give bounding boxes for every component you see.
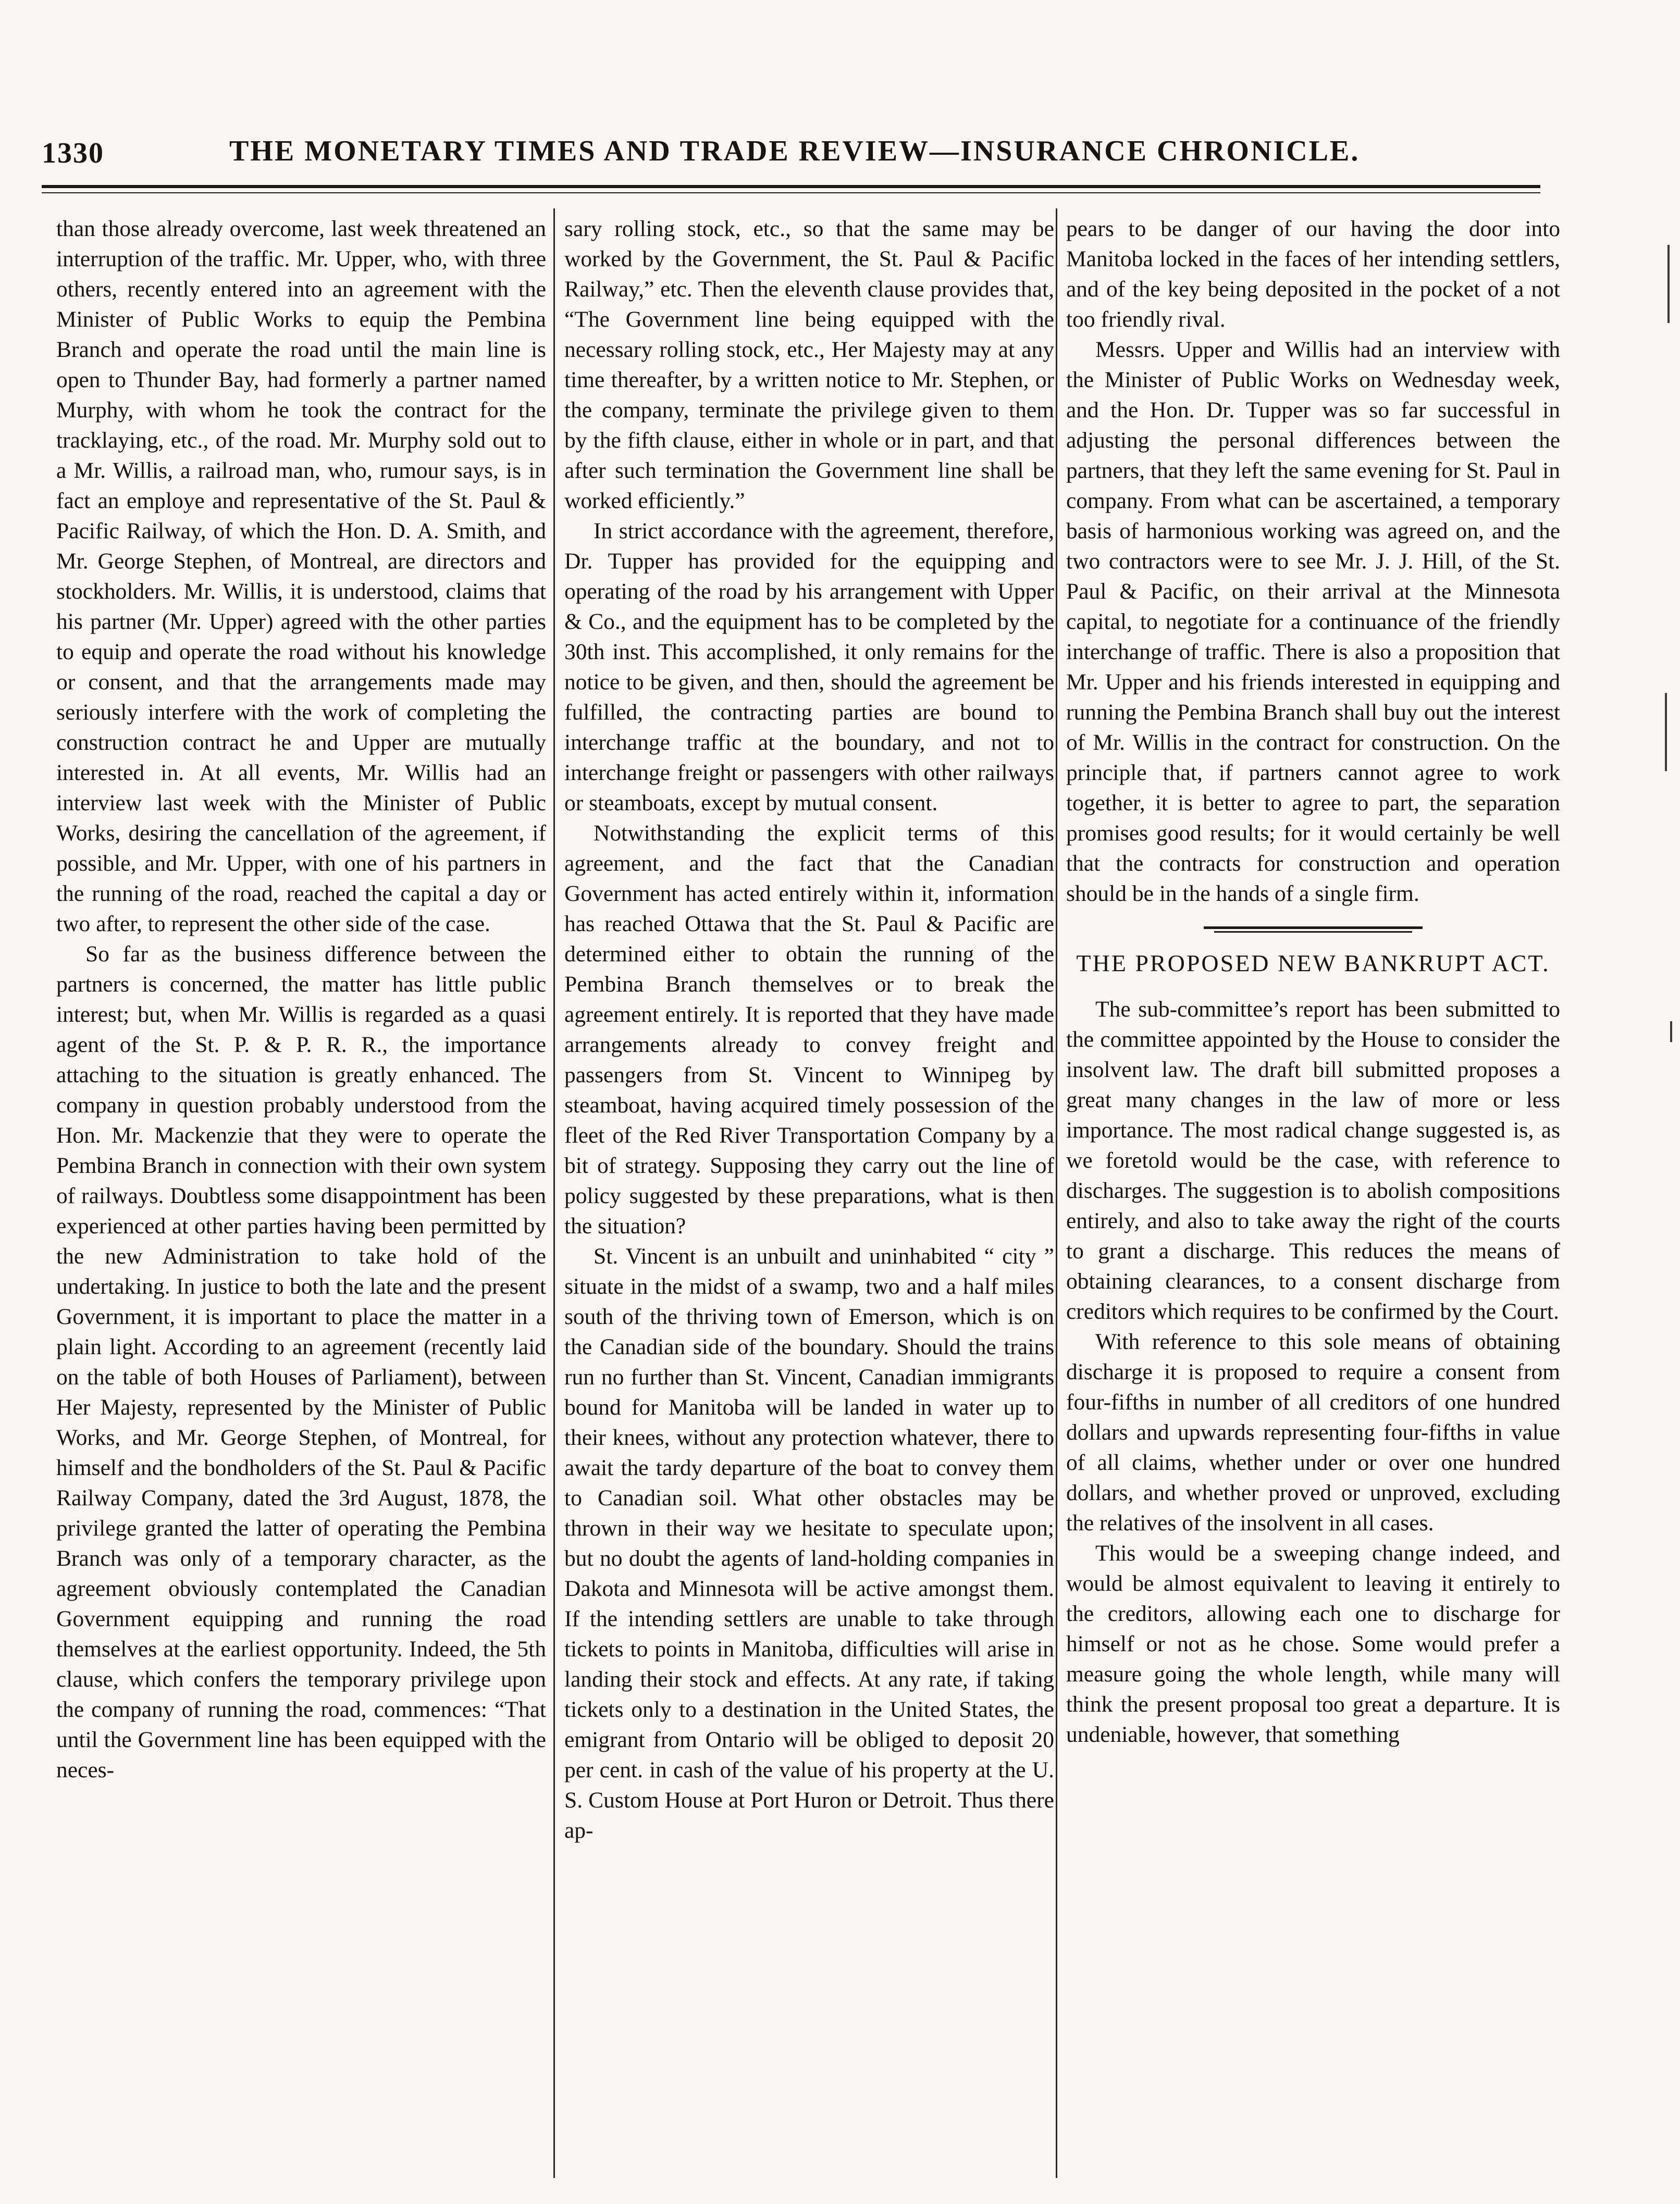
column-1 xyxy=(56,214,546,2183)
paragraph: With reference to this sole means of obtaining discharge it is proposed to require a consent from four-fifths in number of all creditors of one hundred dollars and upwards representing four-fifths in value of all claims, whether under or over one hundred dollars, and whether proved or unproved, excluding the relatives of the insolvent in all cases. xyxy=(1066,1329,1560,1536)
paragraph: St. Vincent is an unbuilt and uninhabited “ city ” situate in the midst of a swamp, two and a half miles south of the thriving town of Emerson, which is on the Canadian side of the boundary. Should the trains run no further than St. Vincent, Canadian immigrants bound for Manitoba will be landed in water up to their knees, without any protection whatever, there to await the tardy departure of the boat to convey them to Canadian soil. What other obstacles may be thrown in their way we hesitate to speculate upon; but no doubt the agents of land-holding companies in Dakota and Minnesota will be active amongst them. If the intending settlers are unable to take through tickets to points in Manitoba, difficulties will arise in landing their stock and effects. At any rate, if taking tickets only to a destination in the United States, the emigrant from Ontario will be obliged to deposit 20 per cent. in cash of the value of his property at the U. S. Custom House at Port Huron or Detroit. Thus there ap- xyxy=(564,1244,1054,1843)
column-2 xyxy=(564,214,1054,2183)
header-rule-thin xyxy=(42,192,1540,193)
running-title: THE MONETARY TIMES AND TRADE REVIEW—INSURANCE CHRONICLE. xyxy=(229,135,1360,167)
paragraph: The sub-committee’s report has been submitted to the committee appointed by the House to consider the insolvent law. The draft bill submitted proposes a great many changes in the law of more or less importance. The most radical change suggested is, as we foretold would be the case, with reference to discharges. The suggestion is to abolish compositions entirely, and also to take away the right of the courts to grant a discharge. This reduces the means of obtaining clearances, to a consent discharge from creditors which requires to be confirmed by the Court. xyxy=(1066,997,1560,1324)
scan-margin-mark xyxy=(1670,1021,1672,1042)
header-rule xyxy=(42,185,1540,188)
section-divider-ornament xyxy=(1204,926,1423,934)
paragraph: pears to be danger of our having the door into Manitoba locked in the faces of her intending settlers, and of the key being deposited in the pocket of a not too friendly rival. xyxy=(1066,216,1560,332)
paragraph: Messrs. Upper and Willis had an interview with the Minister of Public Works on Wednesday week, and the Hon. Dr. Tupper was so far successful in adjusting the personal differences between the partners, that they left the same evening for St. Paul in company. From what can be ascertained, a temporary basis of harmonious working was agreed on, and the two contractors were to see Mr. J. J. Hill, of the St. Paul & Pacific, on their arrival at the Minnesota capital, to negotiate for a continuance of the friendly interchange of traffic. There is also a proposition that Mr. Upper and his friends interested in equipping and running the Pembina Branch shall buy out the interest of Mr. Willis in the contract for construction. On the principle that, if partners cannot agree to work together, it is better to agree to part, the separation promises good results; for it would certainly be well that the contracts for construction and operation should be in the hands of a single firm. xyxy=(1066,337,1560,906)
page-number: 1330 xyxy=(42,137,104,169)
paragraph: Notwithstanding the explicit terms of this agreement, and the fact that the Canadian Government has acted entirely within it, information has reached Ottawa that the St. Paul & Pacific are determined either to obtain the running of the Pembina Branch themselves or to break the agreement entirely. It is reported that they have made arrangements already to convey freight and passengers from St. Vincent to Winnipeg by steamboat, having acquired timely possession of the fleet of the Red River Transportation Company by a bit of strategy. Supposing they carry out the line of policy suggested by these preparations, what is then the situation? xyxy=(564,821,1054,1239)
column-divider xyxy=(1056,208,1057,2178)
section-heading: THE PROPOSED NEW BANKRUPT ACT. xyxy=(1076,950,1550,976)
column-divider xyxy=(553,208,555,2178)
scan-margin-mark xyxy=(1665,693,1667,771)
paragraph: In strict accordance with the agreement, therefore, Dr. Tupper has provided for the equipping and operating of the road by his arrangement with Upper & Co., and the equipment has to be completed by the 30th inst. This accomplished, it only remains for the notice to be given, and then, should the agreement be fulfilled, the contracting parties are bound to interchange traffic at the boundary, and not to interchange freight or passengers with other railways or steamboats, except by mutual consent. xyxy=(564,518,1054,815)
column-3 xyxy=(1066,214,1560,2183)
paragraph: sary rolling stock, etc., so that the same may be worked by the Government, the St. Paul & Pacific Railway,” etc. Then the eleventh clause provides that, “The Government line being equipped with the necessary rolling stock, etc., Her Majesty may at any time thereafter, by a written notice to Mr. Stephen, or the company, terminate the privilege given to them by the fifth clause, either in whole or in part, and that after such termination the Government line shall be worked efficiently.” xyxy=(564,216,1054,513)
paragraph: This would be a sweeping change indeed, and would be almost equivalent to leaving it entirely to the creditors, allowing each one to discharge for himself or not as he chose. Some would prefer a measure going the whole length, while many will think the present proposal too great a departure. It is undeniable, however, that something xyxy=(1066,1541,1560,1747)
paragraph: than those already overcome, last week threatened an interruption of the traffic. Mr. Upper, who, with three others, recently entered into an agreement with the Minister of Public Works to equip the Pembina Branch and operate the road until the main line is open to Thunder Bay, had formerly a partner named Murphy, with whom he took the contract for the tracklaying, etc., of the road. Mr. Murphy sold out to a Mr. Willis, a railroad man, who, rumour says, is in fact an employe and representative of the St. Paul & Pacific Railway, of which the Hon. D. A. Smith, and Mr. George Stephen, of Montreal, are directors and stockholders. Mr. Willis, it is understood, claims that his partner (Mr. Upper) agreed with the other parties to equip and operate the road without his knowledge or consent, and that the arrangements made may seriously interfere with the work of completing the construction contract he and Upper are mutually interested in. At all events, Mr. Willis had an interview last week with the Minister of Public Works, desiring the cancellation of the agreement, if possible, and Mr. Upper, with one of his partners in the running of the road, reached the capital a day or two after, to represent the other side of the case. xyxy=(56,216,546,936)
paragraph: So far as the business difference between the partners is concerned, the matter has little public interest; but, when Mr. Willis is regarded as a quasi agent of the St. P. & P. R. R., the importance attaching to the situation is greatly enhanced. The company in question probably understood from the Hon. Mr. Mackenzie that they were to operate the Pembina Branch in connection with their own system of railways. Doubtless some disappointment has been experienced at other parties having been permitted by the new Administration to take hold of the undertaking. In justice to both the late and the present Government, it is important to place the matter in a plain light. According to an agreement (recently laid on the table of both Houses of Parliament), between Her Majesty, represented by the Minister of Public Works, and Mr. George Stephen, of Montreal, for himself and the bondholders of the St. Paul & Pacific Railway Company, dated the 3rd August, 1878, the privilege granted the latter of operating the Pembina Branch was only of a temporary character, as the agreement obviously contemplated the Canadian Government equipping and running the road themselves at the earliest opportunity. Indeed, the 5th clause, which confers the temporary privilege upon the company of running the road, commences: “That until the Government line has been equipped with the neces- xyxy=(56,942,546,1782)
scan-margin-mark xyxy=(1667,245,1670,323)
